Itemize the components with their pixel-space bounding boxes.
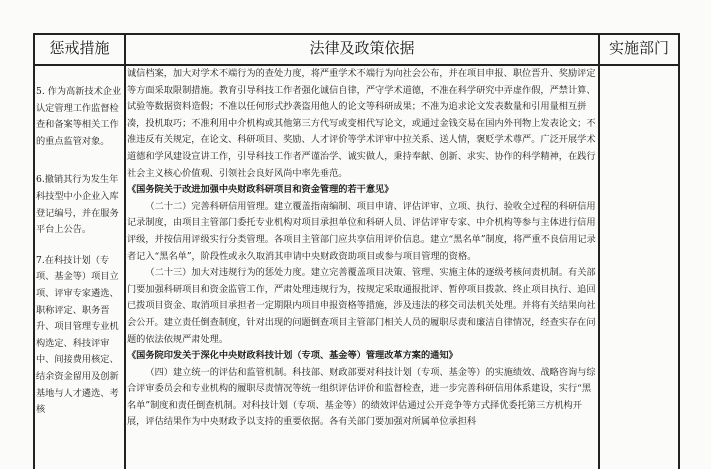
header-basis: 法律及政策依据 (309, 39, 415, 57)
basis-paragraph: 诚信档案，加大对学术不端行为的查处力度，将严重学术不端行为向社会公布，并在项目申报、职位晋升、奖励评定等方面采取限制措施。教育引导科技工作者强化诚信自律，严守学术道德，不准在科学研究中弄虚作假，严禁计算、试验等数据资料造假；不准以任何形式抄袭盗用他人的论文等科研成果；不准为追求论文发表数量和引用量相互拼凑，投机取巧；不准利用中介机构或其他第三方代写或变相代写论文，或通过金钱交易在国内外刊物上发表论文；不准违反有关规定，在论文、科研项目、奖励、人才评价等学术评审中拉关系、送人情，褒贬学术尊严。广泛开展学术道德和学风建设宣讲工作，引导科技工作者严谨治学、诚实做人，秉持奉献、创新、求实、协作的科学精神，在践行社会主义核心价值观、引领社会良好风尚中率先垂范。 (127, 68, 596, 179)
header-measures: 惩戒措施 (49, 39, 110, 57)
measures-column (36, 67, 123, 469)
measure-item-5: 5. 作为高新技术企业认定管理工作监督检查和备案等相关工作的重点监管对象。 (36, 86, 122, 147)
table-left-border (33, 33, 35, 469)
basis-paragraph: （四）建立统一的评估和监管机制。科技部、财政部要对科技计划（专项、基金等）的实施绩效、战略咨询与综合评审委员会和专业机构的履职尽责情况等统一组织评估评价和监督检查，进一步完善科研信用体系建设，实行“黑名单”制度和责任倒查机制。对科技计划（专项、基金等）的绩效评估通过公开竞争等方式择优委托第三方机构开展，评估结果作为中央财政予以支持的重要依据。各有关部门要加强对所属单位承担科 (127, 366, 596, 428)
basis-column (127, 66, 597, 469)
basis-paragraph: （二十三）加大对违规行为的惩处力度。建立完善覆盖项目决策、管理、实施主体的逐级考核问责机制。有关部门要加强科研项目和资金监管工作，严肃处理违规行为，按规定采取通报批评、暂停项目拨款、终止项目执行、追回已拨项目资金、取消项目承担者一定期限内项目申报资格等措施，涉及违法的移交司法机关处理。并将有关结果向社会公开。建立责任倒查制度，针对出现的问题倒查项目主管部门相关人员的履职尽责和廉洁自律情况，经查实存在问题的依法依规严肃处理。 (127, 267, 596, 345)
header-department: 实施部门 (608, 39, 669, 57)
column-divider-1 (124, 33, 126, 469)
table-right-border (678, 33, 680, 469)
department-column (600, 66, 678, 469)
basis-paragraph: （二十二）完善科研信用管理。建立覆盖指南编制、项目申请、评估评审、立项、执行、验收全过程的科研信用记录制度，由项目主管部门委托专业机构对项目承担单位和科研人员、评估评审专家、中介机构等参与主体进行信用评级，并按信用评级实行分类管理。各项目主管部门应共享信用评价信息。建立“黑名单”制度，将严重不良信用记录者记入“黑名单”，阶段性或永久取消其申请中央财政资助项目或参与项目管理的资格。 (127, 200, 596, 262)
policy-title: 《国务院关于改进加强中央财政科研项目和资金管理的若干意见》 (127, 184, 394, 196)
measure-item-6: 6.撤销其行为发生年科技型中小企业入库登记编号，并在服务平台上公告。 (36, 174, 119, 236)
measure-item-7: 7.在科技计划（专项、基金等）项目立项、评审专家遴选、职称评定、职务晋升、项目管理专业机构选定、科技评审中、间接费用核定、结余资金留用及创新基地与人才遴选、考核 (36, 254, 119, 416)
policy-title: 《国务院印发关于深化中央财政科技计划（专项、基金等）管理改革方案的通知》 (127, 350, 458, 362)
